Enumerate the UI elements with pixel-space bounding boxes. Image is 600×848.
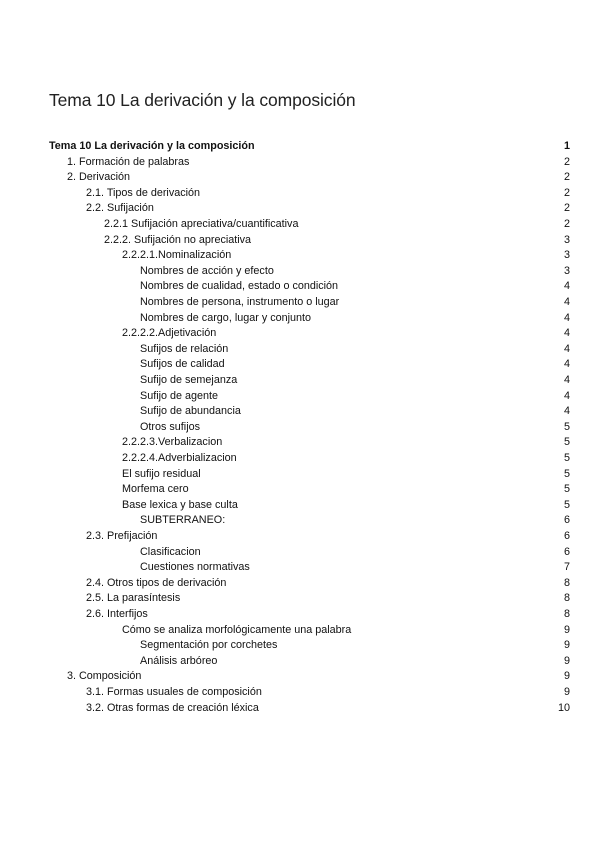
toc-entry[interactable] [0,512,600,528]
toc-entry[interactable] [0,138,600,154]
toc-entry[interactable] [0,466,600,482]
toc-entry-label[interactable]: 1. Formación de palabras [67,155,190,168]
toc-entry-page: 4 [563,327,570,340]
toc-entry-label[interactable]: Cuestiones normativas [140,561,250,574]
toc-entry-label[interactable]: Clasificacion [140,545,201,558]
toc-entry-label[interactable]: Sufijos de relación [140,342,229,355]
toc-entry-page: 4 [563,280,570,293]
toc-entry-label[interactable]: 2.2.1 Sufijación apreciativa/cuantificativa [104,218,299,230]
toc-entry-page: 5 [563,420,570,433]
toc-entry-page: 8 [563,608,570,620]
toc-entry[interactable] [0,606,600,622]
toc-entry-label[interactable]: Análisis arbóreo [140,654,218,667]
toc-entry-label[interactable]: 2.5. La parasíntesis [86,592,181,605]
toc-entry-label[interactable]: 2.6. Interfijos [86,608,148,620]
toc-entry-page: 7 [563,561,570,574]
toc-entry-label[interactable]: 2.2.2.1.Nominalización [122,249,232,262]
toc-entry[interactable] [0,216,600,232]
toc-entry-label[interactable]: 2.3. Prefijación [86,530,158,542]
toc-entry[interactable] [0,403,600,419]
toc-entry[interactable] [0,528,600,544]
toc-entry[interactable] [0,388,600,404]
toc-entry-label[interactable]: 3. Composición [67,670,142,683]
toc-entry[interactable] [0,154,600,170]
toc-entry-page: 2 [563,202,570,215]
toc-entry-page: 9 [563,623,570,636]
toc-entry[interactable] [0,622,600,638]
toc-entry-label[interactable]: 2.2. Sufijación [86,202,154,215]
toc-entry-label[interactable]: 2.2.2.4.Adverbializacion [122,452,237,464]
toc-entry-page: 9 [563,670,570,683]
toc-entry-label[interactable]: Nombres de acción y efecto [140,264,274,277]
toc-entry-label[interactable]: Sufijo de abundancia [140,405,241,418]
toc-entry-page: 9 [563,654,570,667]
toc-entry[interactable] [0,185,600,201]
toc-entry-label[interactable]: 2.2.2.3.Verbalizacion [122,436,223,449]
toc-entry[interactable] [0,419,600,435]
toc-entry[interactable] [0,497,600,513]
toc-entry-page: 5 [563,452,570,464]
toc-entry-page: 1 [563,140,570,152]
toc-entry-label[interactable]: 3.1. Formas usuales de composición [86,686,262,698]
toc-entry[interactable] [0,372,600,388]
toc-entry[interactable] [0,247,600,263]
toc-entry[interactable] [0,434,600,450]
toc-entry-page: 3 [563,264,570,277]
toc-entry-page: 3 [563,233,570,246]
toc-entry-label[interactable]: Base lexica y base culta [122,498,238,511]
toc-entry-label[interactable]: Sufijo de agente [140,389,219,402]
toc-entry-label[interactable]: Tema 10 La derivación y la composición [49,140,255,152]
toc-entry-page: 5 [563,498,570,511]
toc-entry[interactable] [0,575,600,591]
toc-entry-label[interactable]: SUBTERRANEO: [140,514,226,527]
toc-entry-page: 4 [563,311,570,324]
toc-entry-page: 10 [557,701,570,714]
toc-entry[interactable] [0,356,600,372]
toc-entry-page: 5 [563,436,570,449]
toc-entry-label[interactable]: 2.2.2. Sufijación no apreciativa [104,233,252,246]
toc-entry[interactable] [0,450,600,466]
toc-entry[interactable] [0,325,600,341]
toc-entry-page: 8 [563,592,570,605]
toc-entry-label[interactable]: 2.1. Tipos de derivación [86,186,201,199]
toc-entry-label[interactable]: Sufijo de semejanza [140,374,238,386]
toc-entry[interactable] [0,232,600,248]
toc-entry-page: 6 [563,545,570,558]
toc-entry-page: 4 [563,374,570,386]
toc-entry-page: 6 [563,530,570,542]
toc-entry-page: 9 [563,639,570,652]
toc-entry-page: 4 [563,358,570,371]
toc-entry[interactable] [0,278,600,294]
toc-entry-page: 5 [563,467,570,480]
toc-entry-label[interactable]: 2.4. Otros tipos de derivación [86,576,227,589]
toc-entry[interactable] [0,169,600,185]
toc-entry-label[interactable]: 2. Derivación [67,171,131,184]
toc-entry[interactable] [0,668,600,684]
toc-entry[interactable] [0,341,600,357]
toc-entry-page: 6 [563,514,570,527]
document-title: Tema 10 La derivación y la composición [49,90,356,110]
toc-entry[interactable] [0,544,600,560]
toc-entry-page: 4 [563,296,570,308]
toc-entry-label[interactable]: 2.2.2.2.Adjetivación [122,327,217,340]
toc-entry[interactable] [0,263,600,279]
toc-entry[interactable] [0,590,600,606]
toc-entry-label[interactable]: 3.2. Otras formas de creación léxica [86,701,259,714]
toc-entry[interactable] [0,294,600,310]
toc-entry-label[interactable]: Sufijos de calidad [140,358,225,371]
toc-entry-page: 2 [563,218,570,230]
toc-entry-label[interactable]: Nombres de cargo, lugar y conjunto [140,311,312,324]
toc-entry-page: 4 [563,389,570,402]
toc-entry-label[interactable]: Morfema cero [122,483,189,496]
toc-entry-page: 2 [563,155,570,168]
toc-entry[interactable] [0,684,600,700]
toc-entry-page: 2 [563,186,570,199]
toc-entry[interactable] [0,481,600,497]
toc-entry-label[interactable]: Cómo se analiza morfológicamente una palabra [122,623,352,636]
toc-entry[interactable] [0,653,600,669]
toc-entry-page: 8 [563,576,570,589]
toc-entry-page: 5 [563,483,570,496]
toc-entry-label[interactable]: Segmentación por corchetes [140,639,278,652]
toc-entry[interactable] [0,637,600,653]
toc-entry-page: 9 [563,686,570,698]
toc-entry-label[interactable]: Nombres de cualidad, estado o condición [140,280,339,293]
toc-entry[interactable] [0,310,600,326]
toc-entry-label[interactable]: Otros sufijos [140,420,200,433]
toc-entry-page: 2 [563,171,570,184]
toc-entry-page: 4 [563,405,570,418]
toc-entry-label[interactable]: Nombres de persona, instrumento o lugar [140,296,340,308]
toc-entry[interactable] [0,700,600,716]
toc-entry-label[interactable]: El sufijo residual [122,467,201,480]
toc-entry[interactable] [0,200,600,216]
toc-entry-page: 3 [563,249,570,262]
toc-entry-page: 4 [563,342,570,355]
toc-entry[interactable] [0,559,600,575]
